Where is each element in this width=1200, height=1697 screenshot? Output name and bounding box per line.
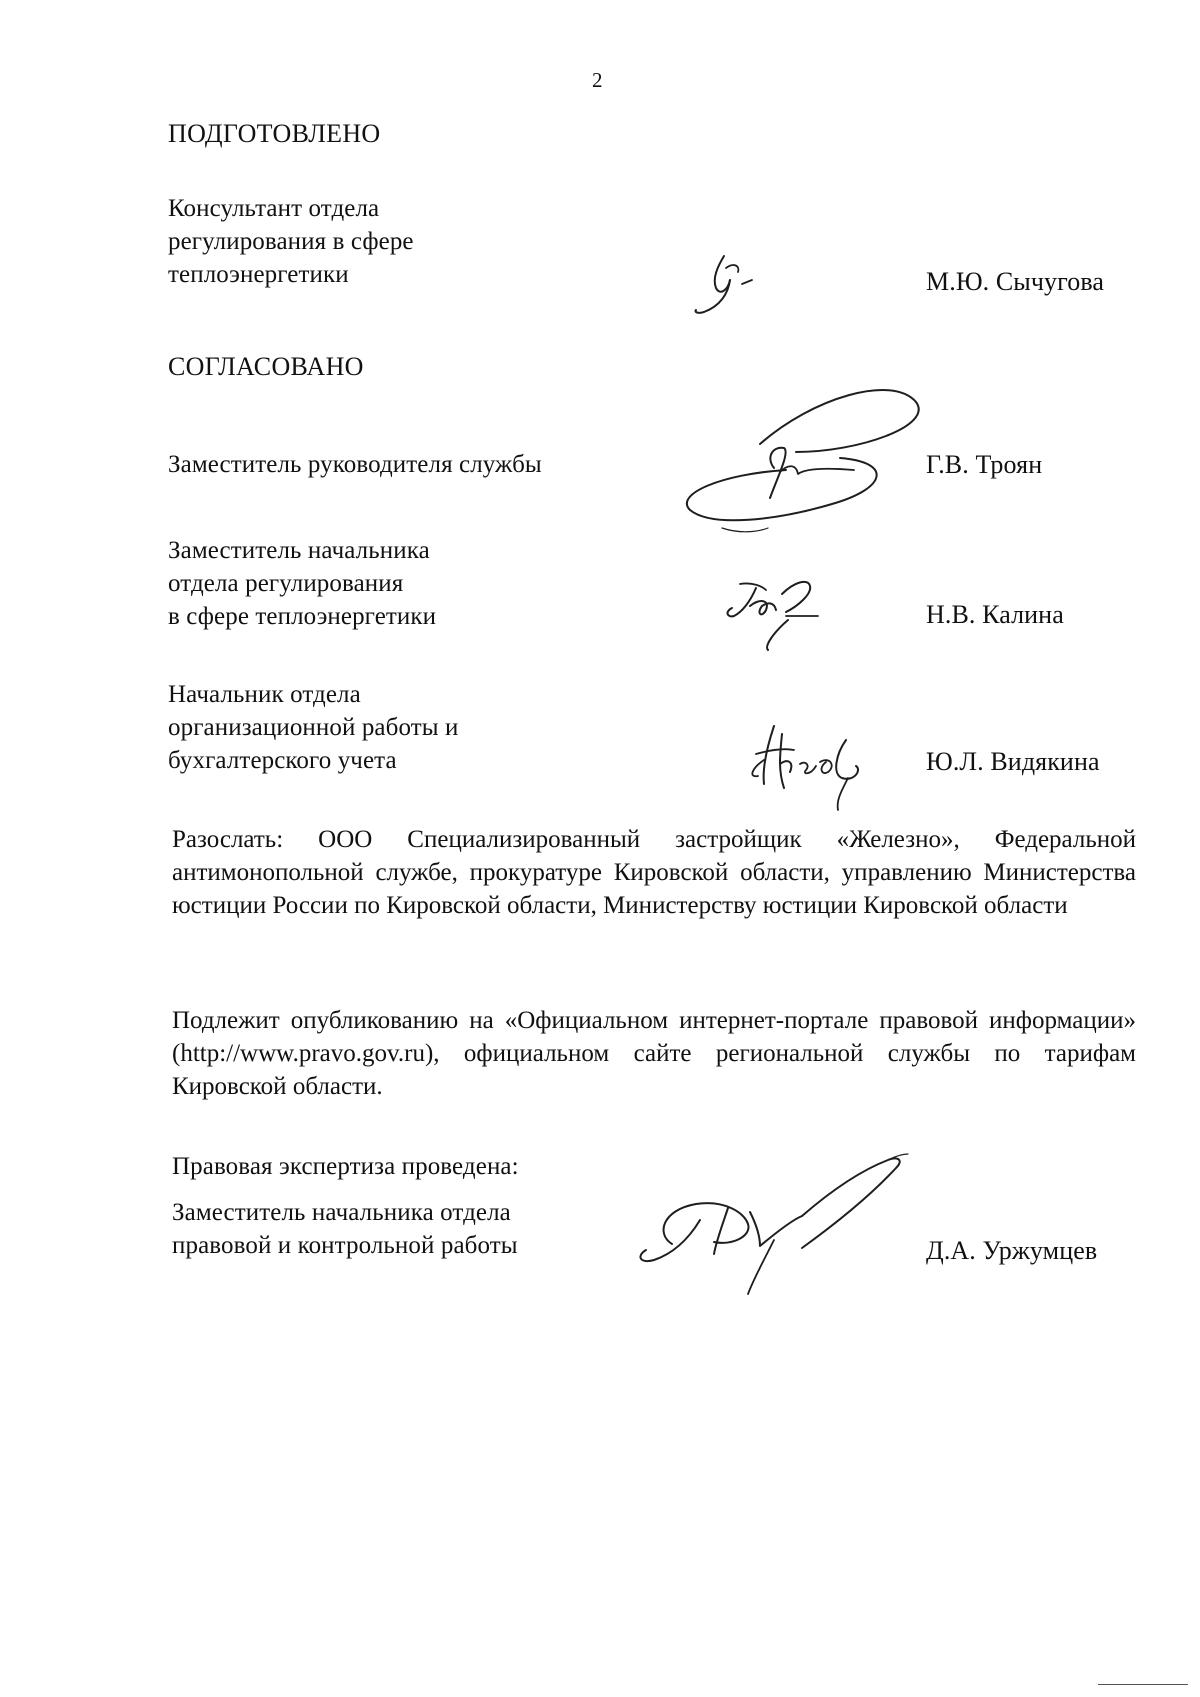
signatory-position-troyan: Заместитель руководителя службы (168, 451, 542, 478)
agreed-heading: СОГЛАСОВАНО (168, 352, 364, 381)
legal-review-position: Заместитель начальника отдела правовой и контрольной работы (172, 1199, 518, 1259)
prepared-name: М.Ю. Сычугова (926, 267, 1105, 296)
legal-review-name: Д.А. Уржумцев (926, 1236, 1098, 1265)
publication-paragraph: Подлежит опубликованию на «Официальном интернет-портале правовой информации» (http://www.pravo.gov.ru), официальном сайте региональной службы по тарифам Кировской области. (172, 1007, 1136, 1100)
prepared-heading: ПОДГОТОВЛЕНО (168, 119, 381, 148)
signature-vidyakina (736, 714, 896, 814)
signatory-name-kalina: Н.В. Калина (926, 600, 1064, 629)
signatory-position-kalina: Заместитель начальника отдела регулирования в сфере теплоэнергетики (168, 537, 437, 630)
signatory-name-vidyakina: Ю.Л. Видякина (926, 747, 1100, 776)
signature-sychugova (690, 250, 780, 320)
page-number: 2 (592, 68, 603, 92)
signatory-name-troyan: Г.В. Троян (926, 450, 1043, 479)
signature-troyan (682, 378, 932, 548)
distribution-paragraph: Разослать: ООО Специализированный застройщик «Железно», Федеральной антимонопольной службе, прокуратуре Кировской области, управлению Министерства юстиции России по Кировской области, Министерству юстиции Кировской области (172, 826, 1136, 919)
signatory-position-vidyakina: Начальник отдела организационной работы и бухгалтерского учета (168, 681, 459, 774)
signature-kalina (722, 576, 862, 656)
scan-edge-line (1098, 1684, 1188, 1685)
signature-urzhumtsev (632, 1150, 932, 1300)
prepared-position: Консультант отдела регулирования в сфере теплоэнергетики (168, 195, 414, 288)
legal-review-heading: Правовая экспертиза проведена: (172, 1153, 519, 1180)
